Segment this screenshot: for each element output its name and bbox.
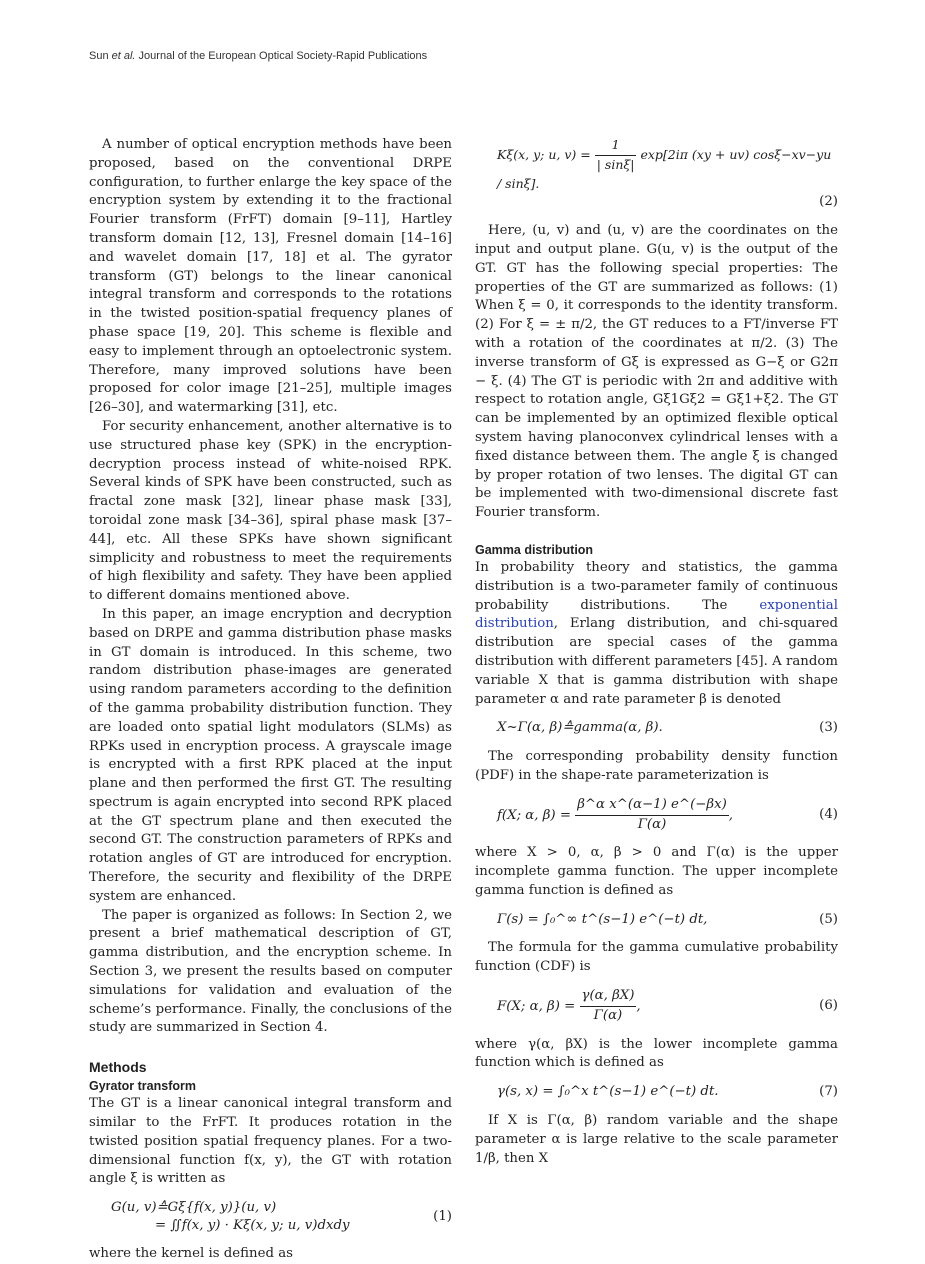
eq6-number: (6) — [819, 997, 838, 1013]
paragraph-intro-1: A number of optical encryption methods have been proposed, based on the conventional DRPE configuration, to further enlarge the key space of the encryption system by extending it to the fractional Fourier transform (FrFT) domain [9–11], Hartley transform domain [12, 13], Fresnel domain [14–16] and wavelet domain [17, 18] et al. The gyrator transform (GT) belongs to the linear canonical integral transform and corresponds to the rotations in the twisted position-spatial frequency planes of phase space [19, 20]. This scheme is flexible and easy to implement through an optoelectronic system. Therefore, many improved solutions have been proposed for color image [21–25], multiple images [26–30], and watermarking [31], etc. — [89, 137, 452, 416]
subsection-heading-gyrator: Gyrator transform — [89, 1079, 196, 1094]
paragraph-pdf: The corresponding probability density function (PDF) in the shape-rate parameterization is — [475, 749, 838, 783]
paragraph-gt-properties: Here, (u, v) and (u, v) are the coordinates on the input and output plane. G(u, v) is the output of the GT. GT has the following special properties: The properties of the GT are summarized as follows: (1) When ξ = 0, it corresponds to the identity transform. (2) For ξ = ± π/2, the GT reduces to a FT/inverse FT with a rotation of the coordinates at π/2. (3) The inverse transform of Gξ is expressed as G−ξ or G2π − ξ. (4) The GT is periodic with 2π and additive with respect to rotation angle, Gξ1Gξ2 = Gξ1+ξ2. The GT can be implemented by an optimized flexible optical system having planoconvex cylindrical lenses with a fixed distance between them. The angle ξ is changed by proper rotation of two lenses. The digital GT can be implemented with two-dimensional discrete fast Fourier transform. — [475, 223, 838, 521]
paragraph-intro-2: For security enhancement, another alternative is to use structured phase key (SPK) in the encryption-decryption process instead of white-noised RPK. Several kinds of SPK have been constructed, such as fractal zone mask [32], linear phase mask [33], toroidal zone mask [34–36], spiral phase mask [37–44], etc. All these SPKs have shown significant simplicity and robustness to meet the requirements of high flexibility and safety. They have been applied to different domains mentioned above. — [89, 418, 452, 604]
eq2-exp: exp[2iπ (xy + uv) cosξ−xv−yu / sinξ]. — [497, 146, 832, 191]
paragraph-intro-4: The paper is organized as follows: In Section 2, we present a brief mathematical description of GT, gamma distribution, and the encryption scheme. In Section 3, we present the results based on computer simulations for validation and evaluation of the scheme’s performance. Finally, the conclusions of the study are summarized in Section 4. — [89, 907, 452, 1036]
eq1-line2: = ∬f(x, y) · Kξ(x, y; u, v)dxdy — [155, 1218, 350, 1234]
section-heading-methods: Methods — [89, 1059, 147, 1076]
eq3-number: (3) — [819, 720, 838, 736]
eq4-fraction: $\frac{\text{β\textasciicircum{}α x\textasciicircum{}(α−1) e\textasciicircum{}(−βx)}}{\Gamma(\alpha)}$ — [577, 796, 727, 832]
paragraph-gyrator: The GT is a linear canonical integral transform and similar to the FrFT. It produces rotation in the twisted position spatial frequency planes. For a two-dimensional function f(x, y), the GT with rotation angle ξ is written as — [89, 1096, 452, 1187]
exponential-distribution-link[interactable]: exponential distribution — [475, 597, 838, 632]
paragraph-upper-gamma: where X > 0, α, β > 0 and Γ(α) is the upper incomplete gamma function. The upper incomplete gamma function is defined as — [475, 845, 838, 898]
subsection-heading-gamma: Gamma distribution — [475, 542, 594, 557]
eq1-number: (1) — [433, 1208, 452, 1224]
equation-7: γ(s, x) = ∫₀^x t^(s−1) e^(−t) dt. (7) — [475, 1083, 838, 1102]
left-column — [89, 136, 452, 1264]
equation-6: F(X; α, β) = $\frac{\gamma(\alpha, \beta X)}{\Gamma(\alpha)}$ , (6) — [475, 987, 838, 1026]
right-column — [475, 136, 838, 1168]
equation-2 — [475, 136, 838, 212]
eq4-number: (4) — [819, 806, 838, 822]
eq5-number: (5) — [819, 911, 838, 927]
equation-3: X~Γ(α, β)≙gamma(α, β). (3) — [475, 719, 838, 738]
paragraph-kernel: where the kernel is defined as — [89, 1246, 293, 1262]
eq1-line1: G(u, v)≙Gξ{f(x, y)}(u, v) — [111, 1200, 277, 1216]
eq2-number: (2) — [819, 194, 838, 210]
equation-4: f(X; α, β) = $\frac{\text{β\textasciicircum{}α x\textasciicircum{}(α−1) e\textasciicircum{}(−βx)}}{\Gamma(\alpha)}$ , (4) — [475, 796, 838, 835]
equation-5: Γ(s) = ∫₀^∞ t^(s−1) e^(−t) dt, (5) — [475, 911, 838, 930]
eq6-fraction: $\frac{\gamma(\alpha, \beta X)}{\Gamma(\alpha)}$ — [581, 988, 635, 1023]
eq7-number: (7) — [819, 1084, 838, 1100]
eq2-lhs: Kξ(x, y; u, v) = — [497, 146, 591, 162]
running-header: Sun et al. Journal of the European Optical Society-Rapid Publications — [89, 50, 428, 62]
paragraph-gamma-intro: In probability theory and statistics, the gamma distribution is a two-parameter family of continuous probability distributions. The exponential distribution, Erlang distribution, and chi-squared distribution are special cases of the gamma distribution with different parameters [45]. A random variable X that is gamma distribution with shape parameter α and rate parameter β is denoted — [475, 559, 838, 707]
paragraph-cdf: The formula for the gamma cumulative probability function (CDF) is — [475, 940, 838, 975]
paragraph-lower-gamma: where γ(α, βX) is the lower incomplete gamma function which is defined as — [475, 1036, 838, 1071]
paragraph-intro-3: In this paper, an image encryption and decryption based on DRPE and gamma distribution phase masks in GT domain is introduced. In this scheme, two random distribution phase-images are generated using random parameters according to the definition of the gamma probability distribution function. They are loaded onto spatial light modulators (SLMs) as RPKs used in encryption process. A grayscale image is encrypted with a first RPK placed at the input plane and then performed the first GT. The resulting spectrum is again encrypted into second RPK placed at the GT spectrum plane and then executed the second GT. The construction parameters of RPKs and rotation angles of GT are introduced for encryption. Therefore, the security and flexibility of the DRPE system are enhanced. — [89, 606, 452, 904]
paragraph-approx: If X is Γ(α, β) random variable and the shape parameter α is large relative to the scale parameter 1/β, then X — [475, 1113, 838, 1166]
eq2-fraction: $\frac{1}{| \sin\xi|}$ — [596, 137, 635, 172]
